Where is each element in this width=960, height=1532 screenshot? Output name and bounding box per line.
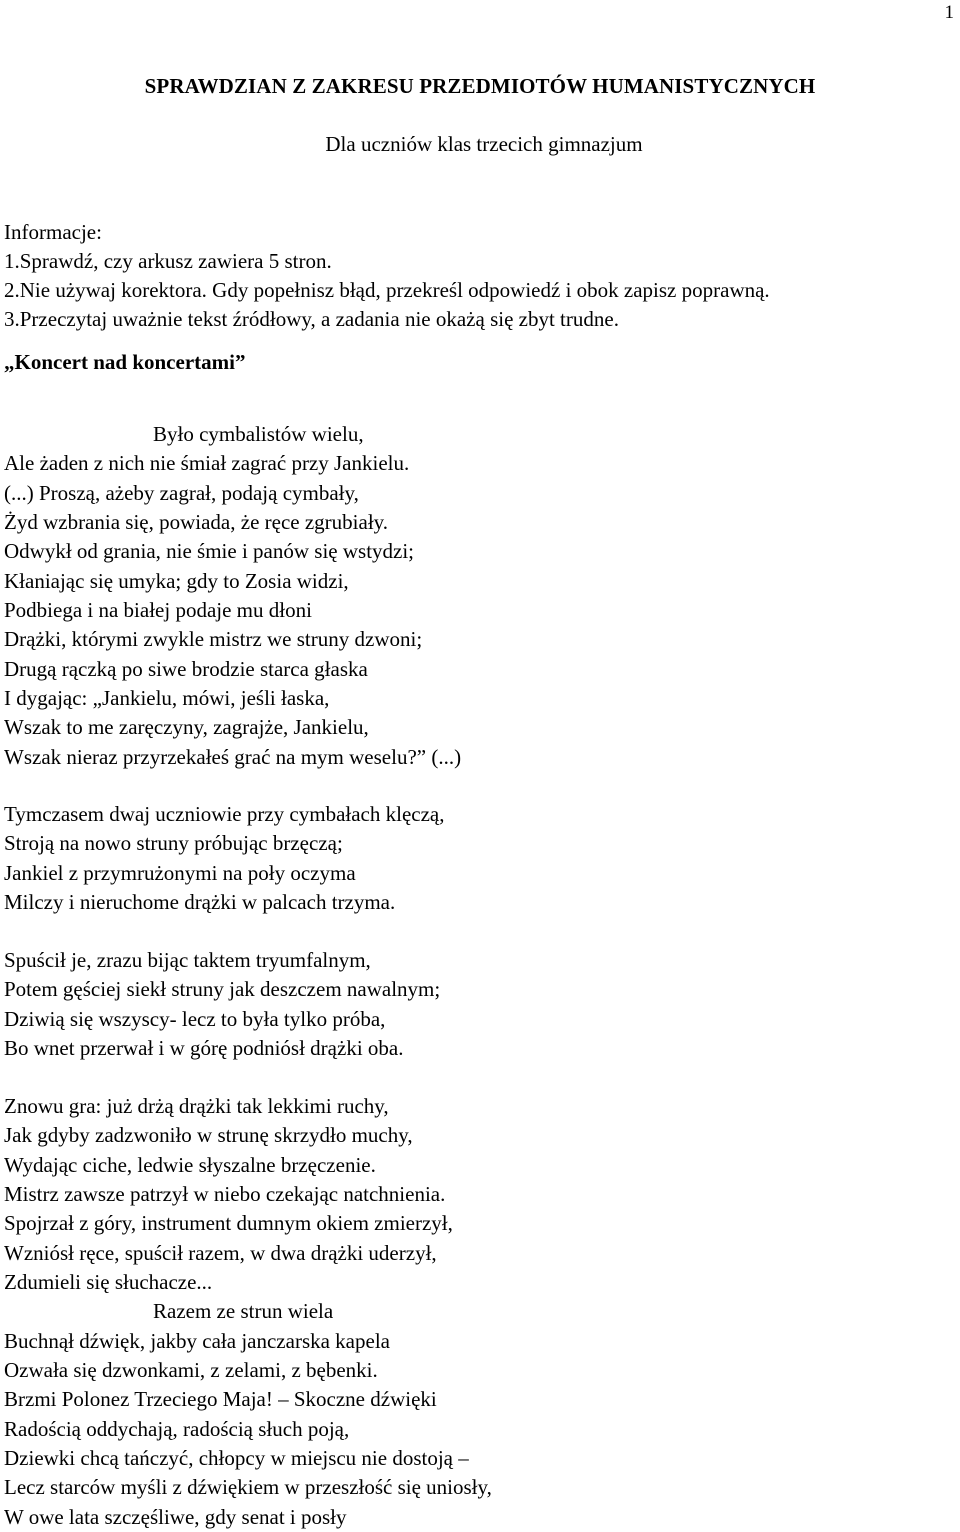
instruction-item: 1.Sprawdź, czy arkusz zawiera 5 stron. xyxy=(4,249,332,273)
page-number: 1 xyxy=(944,2,954,23)
poem-line: Było cymbalistów wielu, xyxy=(153,422,364,446)
poem-stanza-4 xyxy=(4,1092,492,1532)
poem-line: Żyd wzbrania się, powiada, że ręce zgrubiały. xyxy=(4,509,389,534)
poem-line: Milczy i nieruchome drążki w palcach trzyma. xyxy=(4,889,396,914)
instruction-item: 2.Nie używaj korektora. Gdy popełnisz błąd, przekreśl odpowiedź i obok zapisz poprawną. xyxy=(4,278,770,302)
poem-line: Ale żaden z nich nie śmiał zagrać przy Jankielu. xyxy=(4,451,410,476)
poem-line: Potem gęściej siekł struny jak deszczem nawalnym; xyxy=(4,977,441,1002)
poem-line: Radością oddychają, radością słuch poją, xyxy=(4,1416,350,1441)
poem-line: Znowu gra: już drżą drążki tak lekkimi ruchy, xyxy=(4,1094,389,1118)
poem-line: Odwykł od grania, nie śmie i panów się wstydzi; xyxy=(4,539,415,564)
document-subtitle: Dla uczniów klas trzecich gimnazjum xyxy=(325,132,643,156)
document-title: SPRAWDZIAN Z ZAKRESU PRZEDMIOTÓW HUMANISTYCZNYCH xyxy=(144,74,816,98)
poem-line: Dziwią się wszyscy- lecz to była tylko próba, xyxy=(4,1006,386,1031)
poem-stanza-3 xyxy=(4,946,440,1063)
poem-line: Lecz starców myśli z dźwiękiem w przeszłość się uniosły, xyxy=(4,1475,492,1500)
instructions-block xyxy=(4,218,770,334)
poem-title: „Koncert nad koncertami” xyxy=(4,350,246,374)
poem-line: Buchnął dźwięk, jakby cała janczarska kapela xyxy=(4,1328,390,1353)
poem-line: Drążki, którymi zwykle mistrz we struny dzwoni; xyxy=(4,627,423,652)
instructions-heading: Informacje: xyxy=(4,220,102,244)
poem-line: Stroją na nowo struny próbując brzęczą; xyxy=(4,831,343,856)
poem-line: Drugą rączką po siwe brodzie starca głaska xyxy=(4,656,368,681)
poem-line: Zdumieli się słuchacze... xyxy=(4,1269,213,1294)
poem-stanza-1 xyxy=(4,420,461,772)
poem-line: Bo wnet przerwał i w górę podniósł drążki oba. xyxy=(4,1035,404,1060)
poem-line: Jankiel z przymrużonymi na poły oczyma xyxy=(4,860,356,885)
poem-line: Kłaniając się umyka; gdy to Zosia widzi, xyxy=(4,568,349,593)
poem-line: Spojrzał z góry, instrument dumnym okiem zmierzył, xyxy=(4,1211,453,1236)
poem-line: Dziewki chcą tańczyć, chłopcy w miejscu nie dostoją – xyxy=(4,1445,469,1470)
poem-line: Spuścił je, zrazu bijąc taktem tryumfalnym, xyxy=(4,948,371,972)
poem-line: Jak gdyby zadzwoniło w strunę skrzydło muchy, xyxy=(4,1123,413,1148)
poem-line: Wydając ciche, ledwie słyszalne brzęczenie. xyxy=(4,1152,376,1177)
poem-line: Wzniósł ręce, spuścił razem, w dwa drążki uderzył, xyxy=(4,1240,437,1265)
poem-line: W owe lata szczęśliwe, gdy senat i posły xyxy=(4,1504,347,1529)
poem-line: Brzmi Polonez Trzeciego Maja! – Skoczne dźwięki xyxy=(4,1387,437,1412)
poem-line: Ozwała się dzwonkami, z zelami, z bębenki. xyxy=(4,1357,378,1382)
poem-line: Podbiega i na białej podaje mu dłoni xyxy=(4,597,312,622)
poem-line: (...) Proszą, ażeby zagrał, podają cymbały, xyxy=(4,480,359,505)
poem-stanza-2 xyxy=(4,800,445,917)
poem-line: Wszak nieraz przyrzekałeś grać na mym weselu?” (...) xyxy=(4,744,462,769)
poem-line: Razem ze strun wiela xyxy=(153,1299,334,1324)
poem-line: Mistrz zawsze patrzył w niebo czekając natchnienia. xyxy=(4,1181,446,1206)
poem-line: I dygając: „Jankielu, mówi, jeśli łaska, xyxy=(4,685,330,710)
instruction-item: 3.Przeczytaj uważnie tekst źródłowy, a zadania nie okażą się zbyt trudne. xyxy=(4,307,619,331)
poem-line: Tymczasem dwaj uczniowie przy cymbałach klęczą, xyxy=(4,802,445,826)
poem-line: Wszak to me zaręczyny, zagrajże, Jankielu, xyxy=(4,715,369,740)
